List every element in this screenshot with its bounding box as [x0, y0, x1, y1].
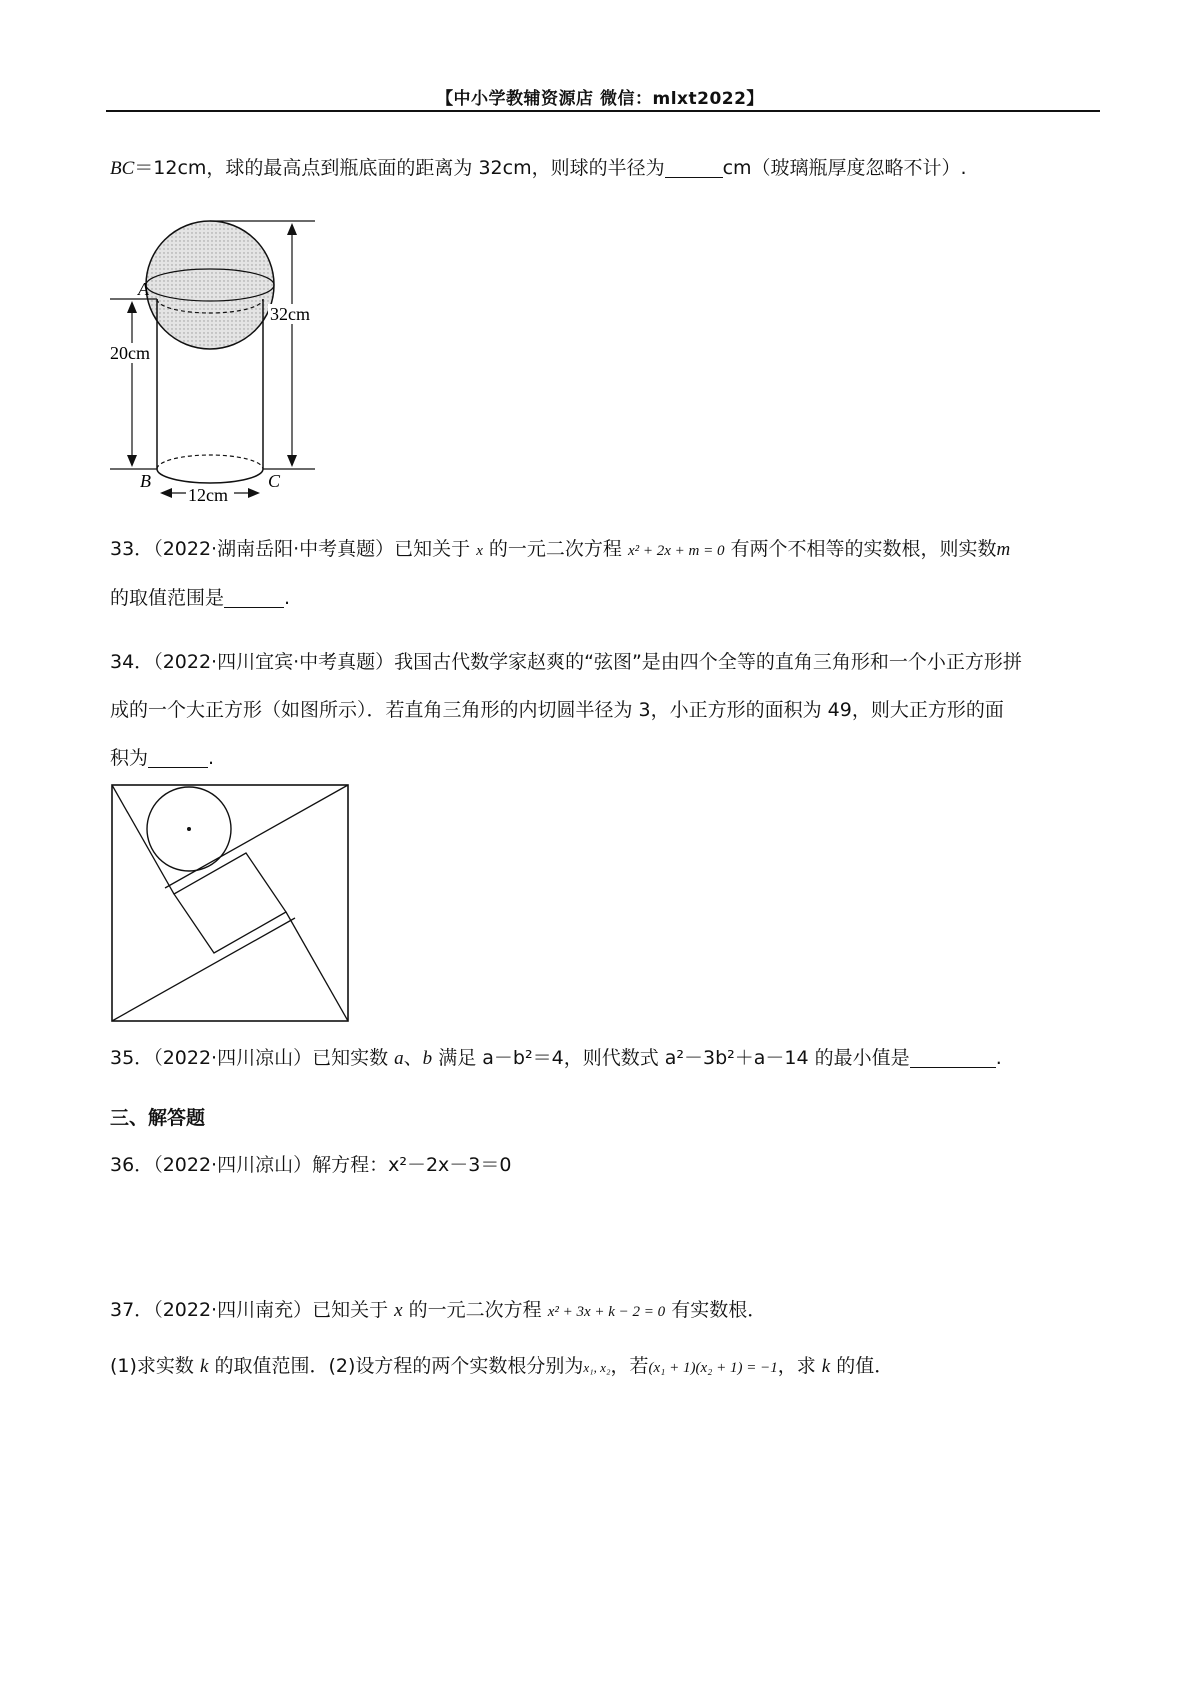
- dim-32-label: 32cm: [270, 304, 310, 324]
- dim-32-arrow-bottom: [287, 455, 297, 467]
- dim-20-arrow-bottom: [127, 455, 137, 467]
- q35-source: （2022·四川凉山）: [153, 1047, 313, 1069]
- dim-32-arrow-top: [287, 223, 297, 235]
- q33-text-a: 已知关于: [394, 538, 471, 560]
- q35-var-b: b: [422, 1048, 433, 1069]
- q36-equation: x²－2x－3＝0: [388, 1154, 512, 1176]
- q33-text-c: 有两个不相等的实数根，则实数: [730, 538, 997, 560]
- q35-text-b: 满足: [438, 1047, 477, 1069]
- dim-12-arrow-right: [248, 488, 260, 498]
- q33-line2: [110, 585, 290, 611]
- q33-text-b: 的一元二次方程: [488, 538, 622, 560]
- dim-12-label: 12cm: [188, 485, 228, 505]
- q33-equation: x² + 2x + m = 0: [627, 543, 725, 559]
- q33-var-m: m: [996, 539, 1011, 560]
- q37-part2: (2)设方程的两个实数根分别为: [328, 1355, 584, 1377]
- q36-number: 36．: [110, 1154, 154, 1176]
- q37-text-a: 已知关于: [312, 1299, 389, 1321]
- q34-line2: [110, 697, 1004, 723]
- q37-var-k: k: [199, 1356, 209, 1377]
- point-b-label: B: [140, 471, 151, 491]
- q33-line2-text: 的取值范围是: [110, 587, 225, 609]
- q37-part1-b: 的取值范围．: [214, 1355, 329, 1377]
- q37-equation: x² + 3x + k − 2 = 0: [547, 1304, 666, 1320]
- q33-line1: [110, 536, 1010, 564]
- incircle-center: [187, 827, 191, 831]
- q35-sep: 、: [403, 1047, 423, 1069]
- xian-tu-figure: [111, 784, 351, 1024]
- triangle-edge-2: [165, 785, 348, 888]
- q34-answer-blank[interactable]: [148, 749, 208, 768]
- q34-line1-text: 我国古代数学家赵爽的“弦图”是由四个全等的直角三角形和一个小正方形拼: [394, 651, 1022, 673]
- q35-answer-blank[interactable]: [910, 1049, 996, 1068]
- q37-text-b: 的一元二次方程: [408, 1299, 542, 1321]
- q37-part2-b: ，若: [610, 1355, 649, 1377]
- q32-text: [110, 155, 967, 182]
- q32-answer-blank[interactable]: [665, 159, 723, 178]
- q37-source: （2022·四川南充）: [153, 1299, 313, 1321]
- triangle-edge-4: [112, 918, 295, 1021]
- q37-line1: [110, 1297, 766, 1325]
- q33-var-x: x: [476, 543, 483, 559]
- q36-source: （2022·四川凉山）: [153, 1154, 313, 1176]
- q32-text-a: ＝12cm，球的最高点到瓶底面的距离为 32cm，则球的半径为: [134, 157, 665, 179]
- section-3-title: 三、解答题: [110, 1107, 206, 1129]
- q35-text-d: 的最小值是: [814, 1047, 910, 1069]
- q37-var-x: x: [394, 1300, 403, 1321]
- cylinder-bottom-front: [157, 469, 263, 483]
- q32-bc: BC: [110, 158, 135, 179]
- q34-number: 34．: [110, 651, 154, 673]
- q32-unit: cm（玻璃瓶厚度忽略不计）.: [722, 157, 967, 179]
- point-a-label: A: [138, 279, 149, 299]
- q37-number: 37．: [110, 1299, 154, 1321]
- q37-text-c: 有实数根．: [671, 1299, 767, 1321]
- q37-part1: (1)求实数: [110, 1355, 194, 1377]
- q35-var-a: a: [394, 1048, 404, 1069]
- q36-line: [110, 1152, 511, 1178]
- q34-line1: [110, 649, 1022, 675]
- q36-text: 解方程：: [312, 1154, 389, 1176]
- header-divider: [106, 110, 1100, 112]
- q35-line: [110, 1045, 1002, 1072]
- q37-part2-d: 的值．: [836, 1355, 894, 1377]
- q34-end: .: [208, 747, 215, 769]
- q37-line2: [110, 1353, 893, 1381]
- dim-20-label: 20cm: [110, 343, 150, 363]
- q35-condition: a－b²＝4: [482, 1047, 564, 1069]
- q34-source: （2022·四川宜宾·中考真题）: [153, 651, 395, 673]
- sphere: [146, 221, 274, 349]
- q37-condition: (x₁ + 1)(x₂ + 1) = −1: [648, 1360, 778, 1376]
- q35-text-a: 已知实数: [312, 1047, 389, 1069]
- q35-text-c: ，则代数式: [563, 1047, 659, 1069]
- q37-roots: x₁, x₂: [583, 1360, 611, 1375]
- cylinder-bottom-back: [157, 455, 263, 469]
- q37-var-k2: k: [821, 1356, 831, 1377]
- triangle-edge-1: [112, 785, 174, 894]
- q34-line3: [110, 745, 214, 771]
- q35-end: .: [995, 1047, 1002, 1069]
- q37-part2-c: ，求: [777, 1355, 816, 1377]
- dim-12-arrow-left: [160, 488, 172, 498]
- q33-answer-blank[interactable]: [224, 589, 284, 608]
- dim-20-arrow-top: [127, 301, 137, 313]
- q33-number: 33．: [110, 538, 154, 560]
- q35-number: 35．: [110, 1047, 154, 1069]
- triangle-edge-3: [286, 912, 348, 1021]
- page-header: 【中小学教辅资源店 微信：mlxt2022】: [436, 89, 764, 109]
- q34-line3-text: 积为: [110, 747, 149, 769]
- small-square: [174, 853, 286, 953]
- q33-end: .: [284, 587, 291, 609]
- q35-expression: a²－3b²＋a－14: [664, 1047, 809, 1069]
- point-c-label: C: [268, 471, 281, 491]
- q33-source: （2022·湖南岳阳·中考真题）: [153, 538, 395, 560]
- q34-line2-text: 成的一个大正方形（如图所示）．若直角三角形的内切圆半径为 3，小正方形的面积为 49，则大正方形的面: [110, 699, 1004, 721]
- sphere-cylinder-figure: [110, 215, 360, 515]
